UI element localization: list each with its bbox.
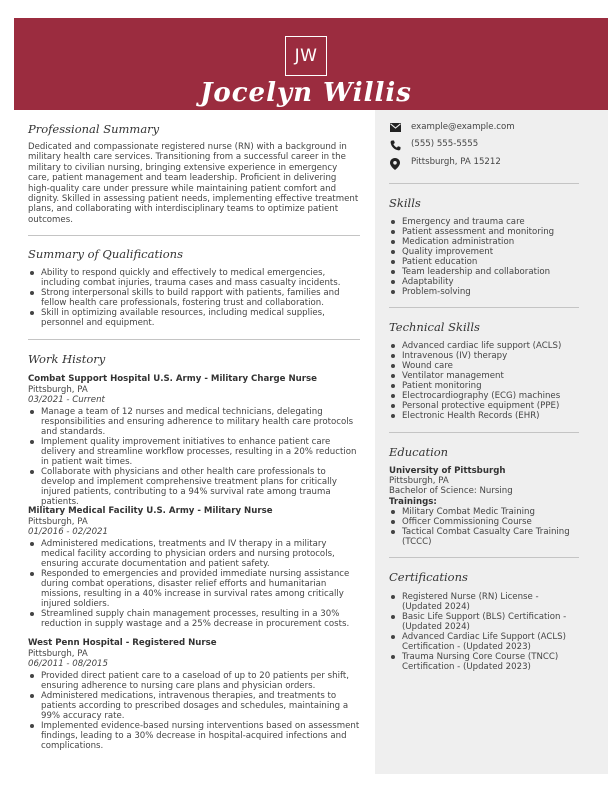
skill-item: Adaptability xyxy=(389,277,599,287)
candidate-name: Jocelyn Willis xyxy=(200,78,412,108)
job-entry xyxy=(28,638,360,751)
technical-skill-item: Wound care xyxy=(389,361,599,371)
contact-location xyxy=(390,157,600,169)
qualification-item: Ability to respond quickly and effectively to medical emergencies, including combat injuries, trauma cases and mass casualty incidents. xyxy=(28,268,360,288)
job-bullets xyxy=(28,671,360,751)
certification-item: Advanced Cardiac Life Support (ACLS) Certification - (Updated 2023) xyxy=(389,632,579,652)
section-title-certifications: Certifications xyxy=(389,570,468,584)
skill-item: Patient education xyxy=(389,257,599,267)
job-bullet: Administered medications, treatments and IV therapy in a military medical facility according to physician orders and nursing protocols, ensuring accurate documentation and patient safety. xyxy=(28,539,360,569)
job-bullets xyxy=(28,539,360,629)
section-title-education: Education xyxy=(389,445,449,459)
contact-phone xyxy=(390,139,600,151)
job-bullet: Implement quality improvement initiatives to enhance patient care delivery and streamline workflow processes, resulting in a 20% reduction in patient wait times. xyxy=(28,437,360,467)
certifications-list xyxy=(389,592,579,672)
technical-skill-item: Intravenous (IV) therapy xyxy=(389,351,599,361)
divider xyxy=(389,307,579,308)
contact-email xyxy=(390,122,600,134)
summary-text: Dedicated and compassionate registered nurse (RN) with a background in military health care services. Transitioning from a successful career in the military to civilian nursing, bringing extensive experience in emergency care, patient management and team leadership. Proficient in delivering high-quality care under pressure while maintaining patient comfort and dignity. Skilled in assessing patient needs, implementing effective treatment plans, and collaborating with interdisciplinary teams to optimize patient outcomes. xyxy=(28,142,359,225)
job-title: Military Medical Facility U.S. Army - Military Nurse xyxy=(28,506,273,516)
section-title-qualifications: Summary of Qualifications xyxy=(28,247,183,261)
job-bullet: Responded to emergencies and provided immediate nursing assistance during combat operations, disaster relief efforts and humanitarian missions, resulting in a 40% increase in survival rates among critically injured soldiers. xyxy=(28,569,360,609)
job-bullet: Administered medications, intravenous therapies, and treatments to patients according to prescribed dosages and schedules, maintaining a 99% accuracy rate. xyxy=(28,691,360,721)
training-item: Tactical Combat Casualty Care Training (TCCC) xyxy=(389,527,587,547)
certification-item: Registered Nurse (RN) License - (Updated 2024) xyxy=(389,592,579,612)
divider xyxy=(28,235,360,236)
qualification-item: Skill in optimizing available resources, including medical supplies, personnel and equipment. xyxy=(28,308,360,328)
monogram-initials: JW xyxy=(285,36,327,76)
job-bullet: Implemented evidence-based nursing interventions based on assessment findings, leading to a 30% decrease in hospital-acquired infections and complications. xyxy=(28,721,360,751)
job-bullet: Collaborate with physicians and other health care professionals to develop and implement comprehensive treatment plans for critically injured patients, contributing to a 94% survival rate among trauma patients. xyxy=(28,467,360,507)
skill-item: Medication administration xyxy=(389,237,599,247)
technical-skill-item: Electrocardiography (ECG) machines xyxy=(389,391,599,401)
job-title: West Penn Hospital - Registered Nurse xyxy=(28,638,217,648)
trainings-label: Trainings: xyxy=(389,496,437,507)
divider xyxy=(389,432,579,433)
technical-skill-item: Advanced cardiac life support (ACLS) xyxy=(389,341,599,351)
job-title: Combat Support Hospital U.S. Army - Military Charge Nurse xyxy=(28,374,317,384)
education-block xyxy=(389,466,599,507)
job-dates: 01/2016 - 02/2021 xyxy=(28,527,108,538)
divider xyxy=(28,339,360,340)
section-title-summary: Professional Summary xyxy=(28,122,160,136)
location-text: Pittsburgh, PA 15212 xyxy=(411,157,501,167)
job-bullets xyxy=(28,407,360,507)
job-entry xyxy=(28,374,360,507)
certification-item: Trauma Nursing Core Course (TNCC) Certification - (Updated 2023) xyxy=(389,652,579,672)
skill-item: Team leadership and collaboration xyxy=(389,267,599,277)
certification-item: Basic Life Support (BLS) Certification - (Updated 2024) xyxy=(389,612,579,632)
skill-item: Quality improvement xyxy=(389,247,599,257)
qualification-item: Strong interpersonal skills to build rapport with patients, families and fellow health care professionals, fostering trust and collaboration. xyxy=(28,288,360,308)
technical-skill-item: Personal protective equipment (PPE) xyxy=(389,401,599,411)
technical-skill-item: Patient monitoring xyxy=(389,381,599,391)
technical-skill-item: Electronic Health Records (EHR) xyxy=(389,411,599,421)
skills-list xyxy=(389,217,599,297)
job-bullet: Provided direct patient care to a caseload of up to 20 patients per shift, ensuring adherence to nursing care plans and physician orders. xyxy=(28,671,360,691)
job-bullet: Manage a team of 12 nurses and medical technicians, delegating responsibilities and ensuring adherence to military health care protocols and standards. xyxy=(28,407,360,437)
map-pin-icon xyxy=(390,158,400,170)
technical-skills-list xyxy=(389,341,599,421)
job-dates: 03/2021 - Current xyxy=(28,395,105,406)
degree: Bachelor of Science: Nursing xyxy=(389,486,513,497)
skill-item: Emergency and trauma care xyxy=(389,217,599,227)
divider xyxy=(389,557,579,558)
technical-skill-item: Ventilator management xyxy=(389,371,599,381)
section-title-technical: Technical Skills xyxy=(389,320,480,334)
phone-icon xyxy=(390,140,401,151)
job-dates: 06/2011 - 08/2015 xyxy=(28,659,108,670)
school-name: University of Pittsburgh xyxy=(389,466,506,476)
school-location: Pittsburgh, PA xyxy=(389,476,449,487)
job-bullet: Streamlined supply chain management processes, resulting in a 30% reduction in supply wastage and a 25% decrease in procurement costs. xyxy=(28,609,360,629)
training-item: Military Combat Medic Training xyxy=(389,507,587,517)
qualifications-list xyxy=(28,268,360,328)
job-entry xyxy=(28,506,360,629)
skill-item: Patient assessment and monitoring xyxy=(389,227,599,237)
job-location: Pittsburgh, PA xyxy=(28,648,88,659)
skill-item: Problem-solving xyxy=(389,287,599,297)
section-title-work: Work History xyxy=(28,352,106,366)
job-location: Pittsburgh, PA xyxy=(28,384,88,395)
email-icon xyxy=(390,123,401,132)
training-item: Officer Commissioning Course xyxy=(389,517,587,527)
section-title-skills: Skills xyxy=(389,196,421,210)
phone-text: (555) 555-5555 xyxy=(411,139,479,149)
trainings-list xyxy=(389,507,587,547)
email-text: example@example.com xyxy=(411,122,515,132)
divider xyxy=(389,183,579,184)
job-location: Pittsburgh, PA xyxy=(28,516,88,527)
